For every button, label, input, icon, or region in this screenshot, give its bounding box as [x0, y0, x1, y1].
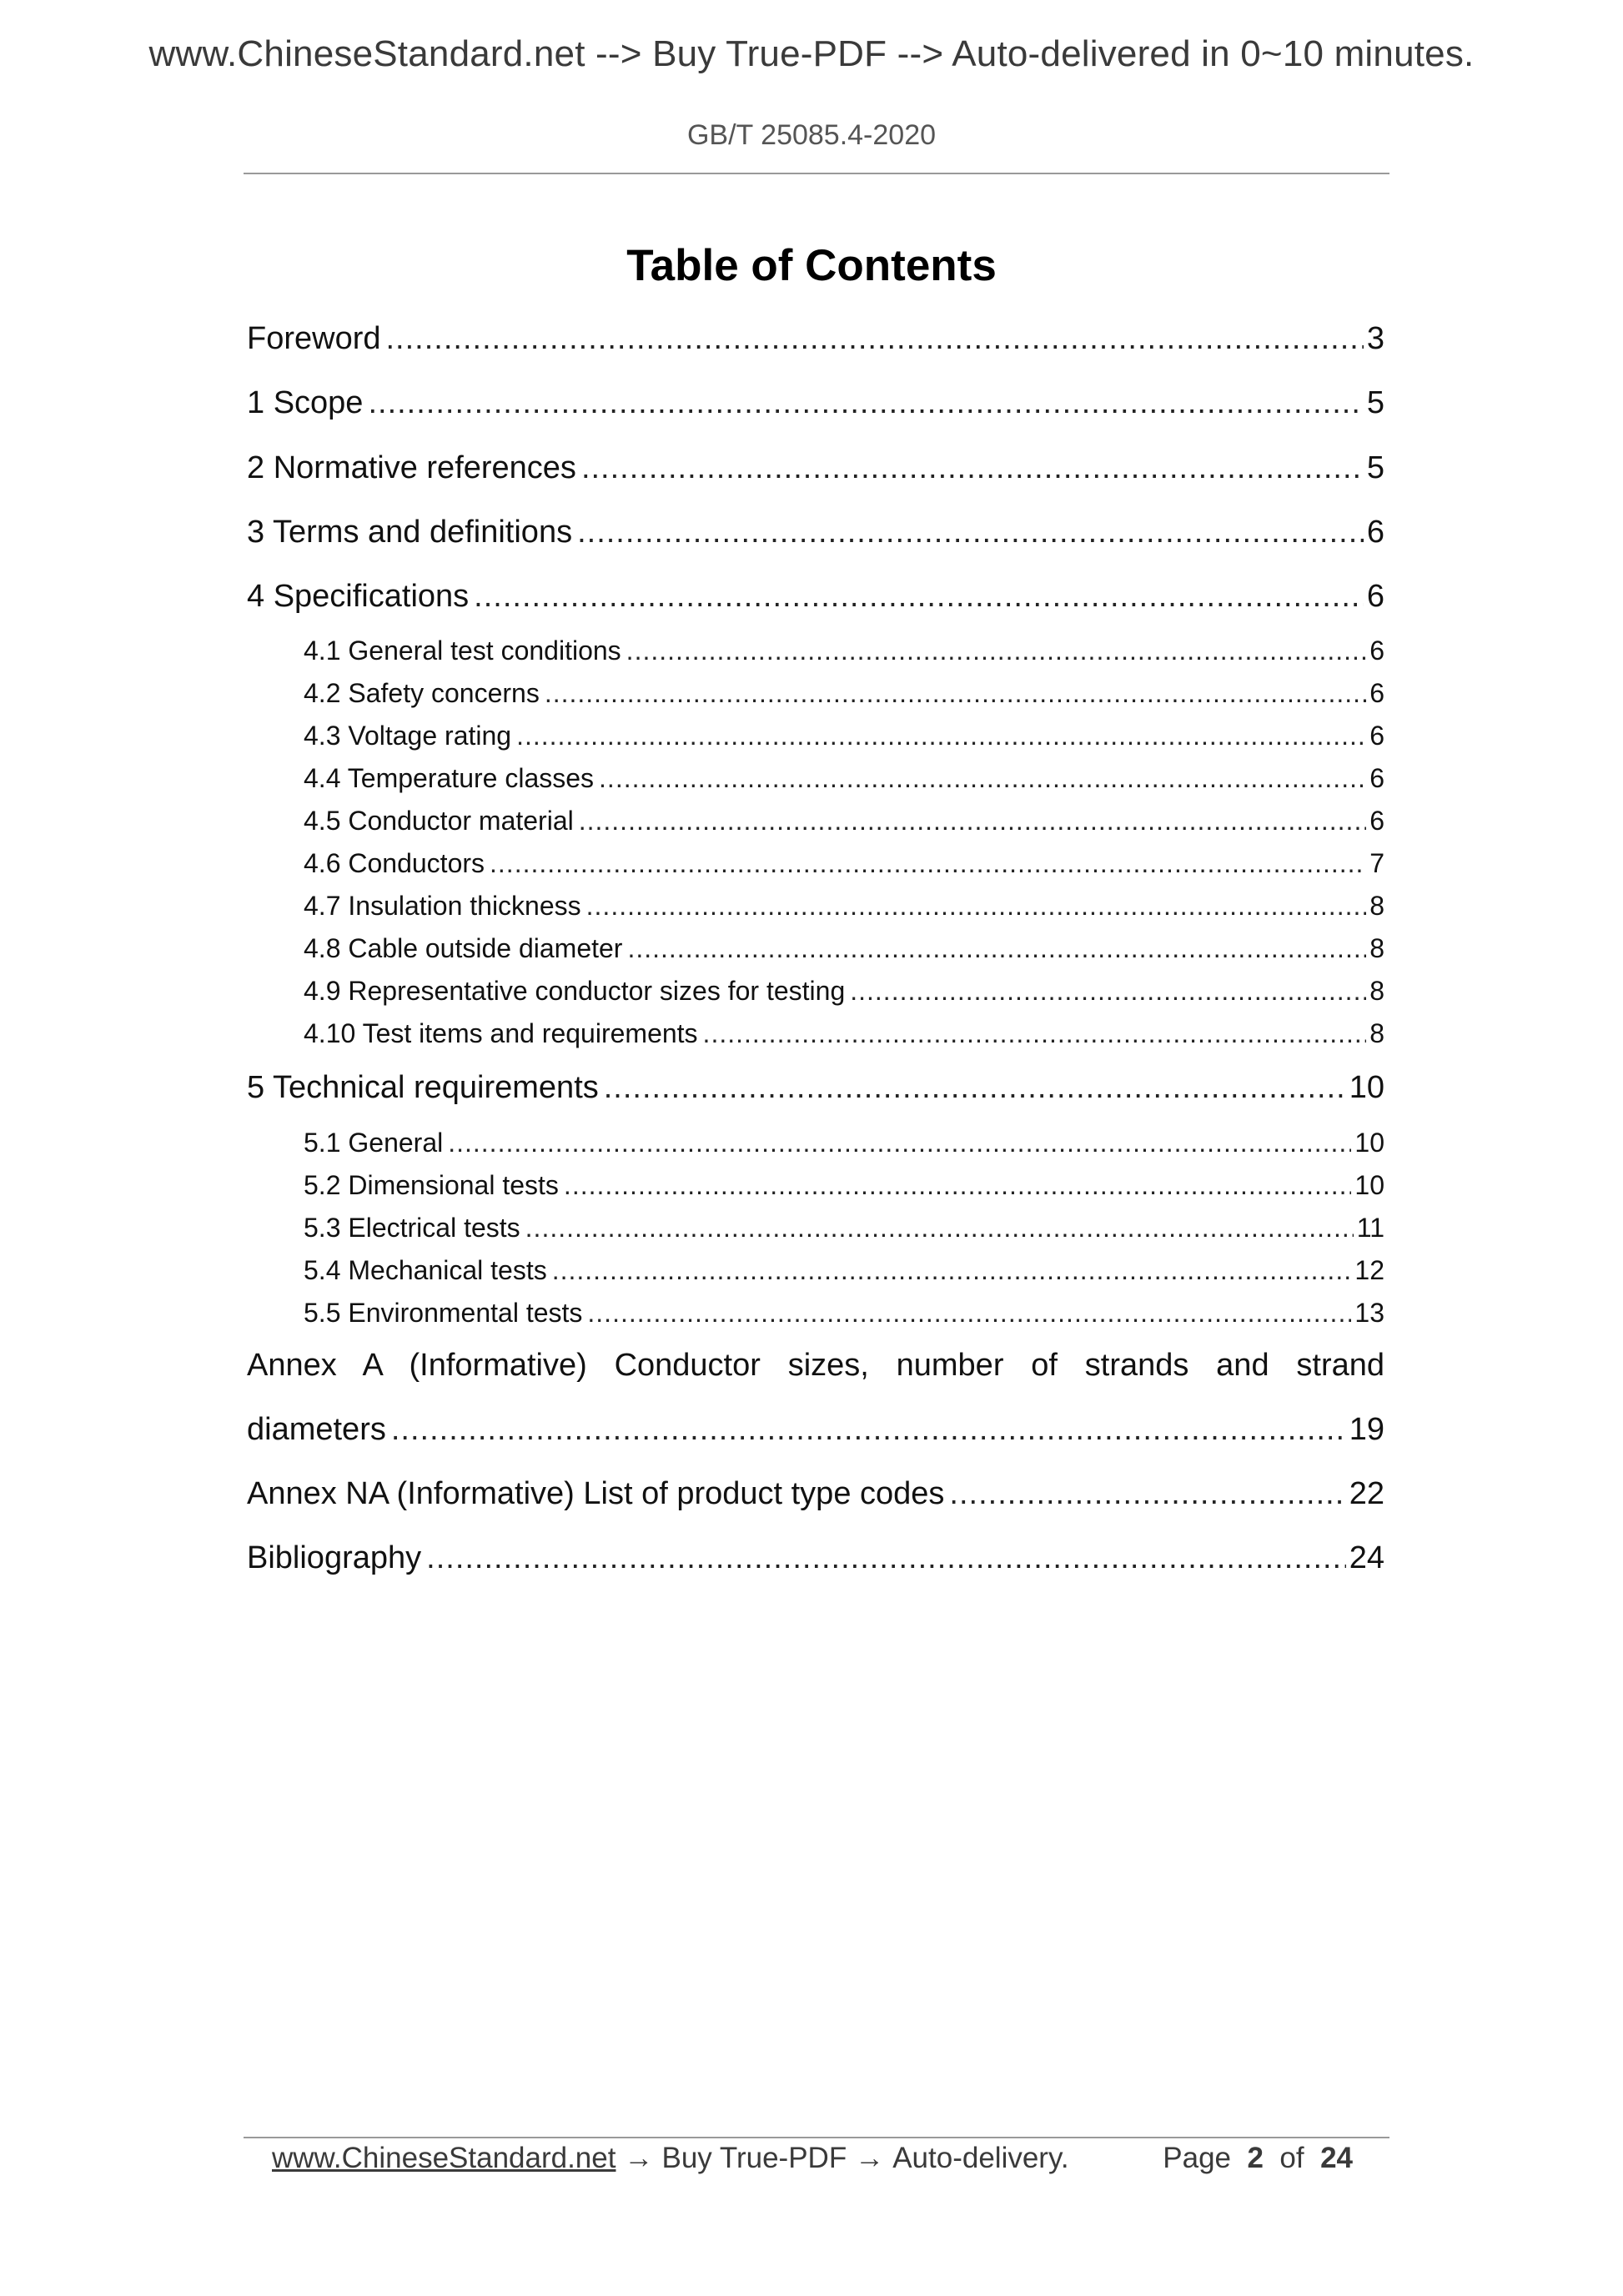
total-pages: 24	[1320, 2142, 1353, 2174]
toc-entry-label: 4.10 Test items and requirements	[304, 1018, 698, 1048]
toc-entry-annex-a[interactable]	[247, 1412, 1384, 1448]
toc-entry-bibliography[interactable]	[247, 1540, 1384, 1576]
toc-entry-label: 5.3 Electrical tests	[304, 1213, 520, 1243]
toc-entry-5-5[interactable]	[304, 1298, 1384, 1329]
toc-entry-label: 4.9 Representative conductor sizes for testing	[304, 976, 846, 1006]
toc-entry-label: 5.1 General	[304, 1128, 444, 1158]
toc-entry-4-9[interactable]	[304, 976, 1384, 1007]
toc-entry-foreword[interactable]	[247, 321, 1384, 357]
arrow-right-icon: →	[624, 2142, 654, 2174]
toc-entry-label: 4.5 Conductor material	[304, 806, 574, 836]
header-divider	[244, 173, 1389, 174]
dot-leader	[581, 450, 1364, 486]
toc-entry-label: diameters	[247, 1412, 386, 1447]
page-title: Table of Contents	[626, 241, 997, 290]
toc-entry-page: 10	[1349, 1070, 1384, 1105]
toc-entry-label: 4.2 Safety concerns	[304, 678, 540, 708]
dot-leader	[564, 1170, 1351, 1201]
toc-entry-page: 10	[1354, 1170, 1384, 1200]
toc-entry-annex-a-title[interactable]: Annex A (Informative) Conductor sizes, number of strands and strand	[247, 1348, 1384, 1383]
dot-leader	[626, 636, 1367, 666]
dot-leader	[599, 763, 1366, 794]
dot-leader	[426, 1540, 1346, 1576]
dot-leader	[850, 976, 1366, 1007]
toc-entry-label: 2 Normative references	[247, 450, 576, 485]
toc-entry-page: 24	[1349, 1540, 1384, 1575]
toc-entry-4-1[interactable]	[304, 636, 1384, 666]
dot-leader	[490, 848, 1366, 879]
toc-entry-page: 6	[1366, 579, 1384, 614]
toc-entry-page: 8	[1369, 891, 1384, 921]
toc-entry-page: 11	[1356, 1213, 1384, 1243]
dot-leader	[545, 678, 1366, 709]
toc-entry-4-3[interactable]	[304, 721, 1384, 751]
toc-entry-label: 4 Specifications	[247, 579, 470, 614]
toc-entry-5-2[interactable]	[304, 1170, 1384, 1201]
toc-entry-4-8[interactable]	[304, 933, 1384, 964]
toc-entry-label: 5.5 Environmental tests	[304, 1298, 583, 1328]
toc-entry-page: 6	[1369, 721, 1384, 751]
toc-entry-4-6[interactable]	[304, 848, 1384, 879]
toc-entry-5-3[interactable]	[304, 1213, 1384, 1243]
footer-divider	[244, 2137, 1389, 2138]
toc-entry-label: Foreword	[247, 321, 381, 356]
toc-entry-page: 6	[1366, 515, 1384, 550]
toc-entry-page: 8	[1369, 1018, 1384, 1048]
dot-leader	[587, 1298, 1351, 1329]
page-indicator	[1163, 2142, 1353, 2175]
toc-entry-page: 6	[1369, 763, 1384, 793]
toc-entry-label: Bibliography	[247, 1540, 422, 1575]
toc-entry-page: 7	[1369, 848, 1384, 878]
toc-entry-4-7[interactable]	[304, 891, 1384, 922]
toc-entry-page: 3	[1366, 321, 1384, 356]
toc-entry-label: 5.4 Mechanical tests	[304, 1255, 547, 1285]
toc-entry-page: 13	[1354, 1298, 1384, 1328]
footer-delivery-text: Auto-delivery.	[892, 2142, 1069, 2174]
dot-leader	[579, 806, 1366, 837]
toc-entry-label: 3 Terms and definitions	[247, 515, 573, 550]
toc-entry-5-4[interactable]	[304, 1255, 1384, 1286]
toc-entry-4-2[interactable]	[304, 678, 1384, 709]
toc-entry-page: 5	[1366, 385, 1384, 420]
toc-entry-label: 4.7 Insulation thickness	[304, 891, 581, 921]
toc-entry-label: 4.1 General test conditions	[304, 636, 621, 666]
dot-leader	[552, 1255, 1352, 1286]
dot-leader	[586, 891, 1367, 922]
dot-leader	[448, 1128, 1351, 1158]
toc-entry-page: 6	[1369, 806, 1384, 836]
dot-leader	[604, 1070, 1346, 1106]
toc-entry-5-1[interactable]	[304, 1128, 1384, 1158]
toc-entry-annex-na[interactable]	[247, 1476, 1384, 1512]
toc-entry-terms-and-definitions[interactable]	[247, 515, 1384, 550]
toc-entry-label: 5 Technical requirements	[247, 1070, 599, 1105]
footer-buy-text: Buy True-PDF	[661, 2142, 847, 2174]
toc-entry-scope[interactable]	[247, 385, 1384, 421]
toc-entry-label: 4.6 Conductors	[304, 848, 485, 878]
toc-entry-specifications[interactable]	[247, 579, 1384, 615]
toc-entry-4-5[interactable]	[304, 806, 1384, 837]
toc-entry-label: 4.4 Temperature classes	[304, 763, 595, 793]
toc-entry-label: 4.8 Cable outside diameter	[304, 933, 623, 963]
toc-entry-label: Annex NA (Informative) List of product type codes	[247, 1476, 945, 1511]
site-banner: www.ChineseStandard.net --> Buy True-PDF --> Auto-delivered in 0~10 minutes.	[148, 33, 1475, 74]
page-word: Page	[1163, 2142, 1232, 2174]
dot-leader	[368, 385, 1363, 421]
arrow-right-icon: →	[855, 2142, 885, 2174]
toc-entry-label: 4.3 Voltage rating	[304, 721, 512, 751]
toc-entry-page: 22	[1349, 1476, 1384, 1511]
current-page-number: 2	[1247, 2142, 1264, 2174]
dot-leader	[474, 579, 1364, 615]
toc-entry-4-10[interactable]	[304, 1018, 1384, 1049]
dot-leader	[703, 1018, 1367, 1049]
toc-entry-page: 8	[1369, 976, 1384, 1006]
dot-leader	[577, 515, 1364, 550]
dot-leader	[525, 1213, 1354, 1243]
toc-entry-page: 8	[1369, 933, 1384, 963]
dot-leader	[949, 1476, 1345, 1512]
toc-entry-page: 12	[1354, 1255, 1384, 1285]
footer-site-link[interactable]: www.ChineseStandard.net	[272, 2142, 616, 2174]
toc-entry-page: 19	[1349, 1412, 1384, 1447]
toc-entry-page: 10	[1354, 1128, 1384, 1158]
dot-leader	[391, 1412, 1346, 1448]
toc-entry-page: 5	[1366, 450, 1384, 485]
standard-code: GB/T 25085.4-2020	[686, 119, 937, 151]
page-footer	[272, 2142, 1381, 2175]
dot-leader	[516, 721, 1366, 751]
dot-leader	[386, 321, 1364, 357]
toc-entry-4-4[interactable]	[304, 763, 1384, 794]
of-word: of	[1279, 2142, 1304, 2174]
toc-entry-page: 6	[1369, 636, 1384, 666]
toc-entry-technical-requirements[interactable]	[247, 1070, 1384, 1106]
toc-entry-page: 6	[1369, 678, 1384, 708]
toc-entry-normative-references[interactable]	[247, 450, 1384, 486]
dot-leader	[627, 933, 1366, 964]
toc-entry-label: 5.2 Dimensional tests	[304, 1170, 559, 1200]
toc-entry-label: 1 Scope	[247, 385, 364, 420]
